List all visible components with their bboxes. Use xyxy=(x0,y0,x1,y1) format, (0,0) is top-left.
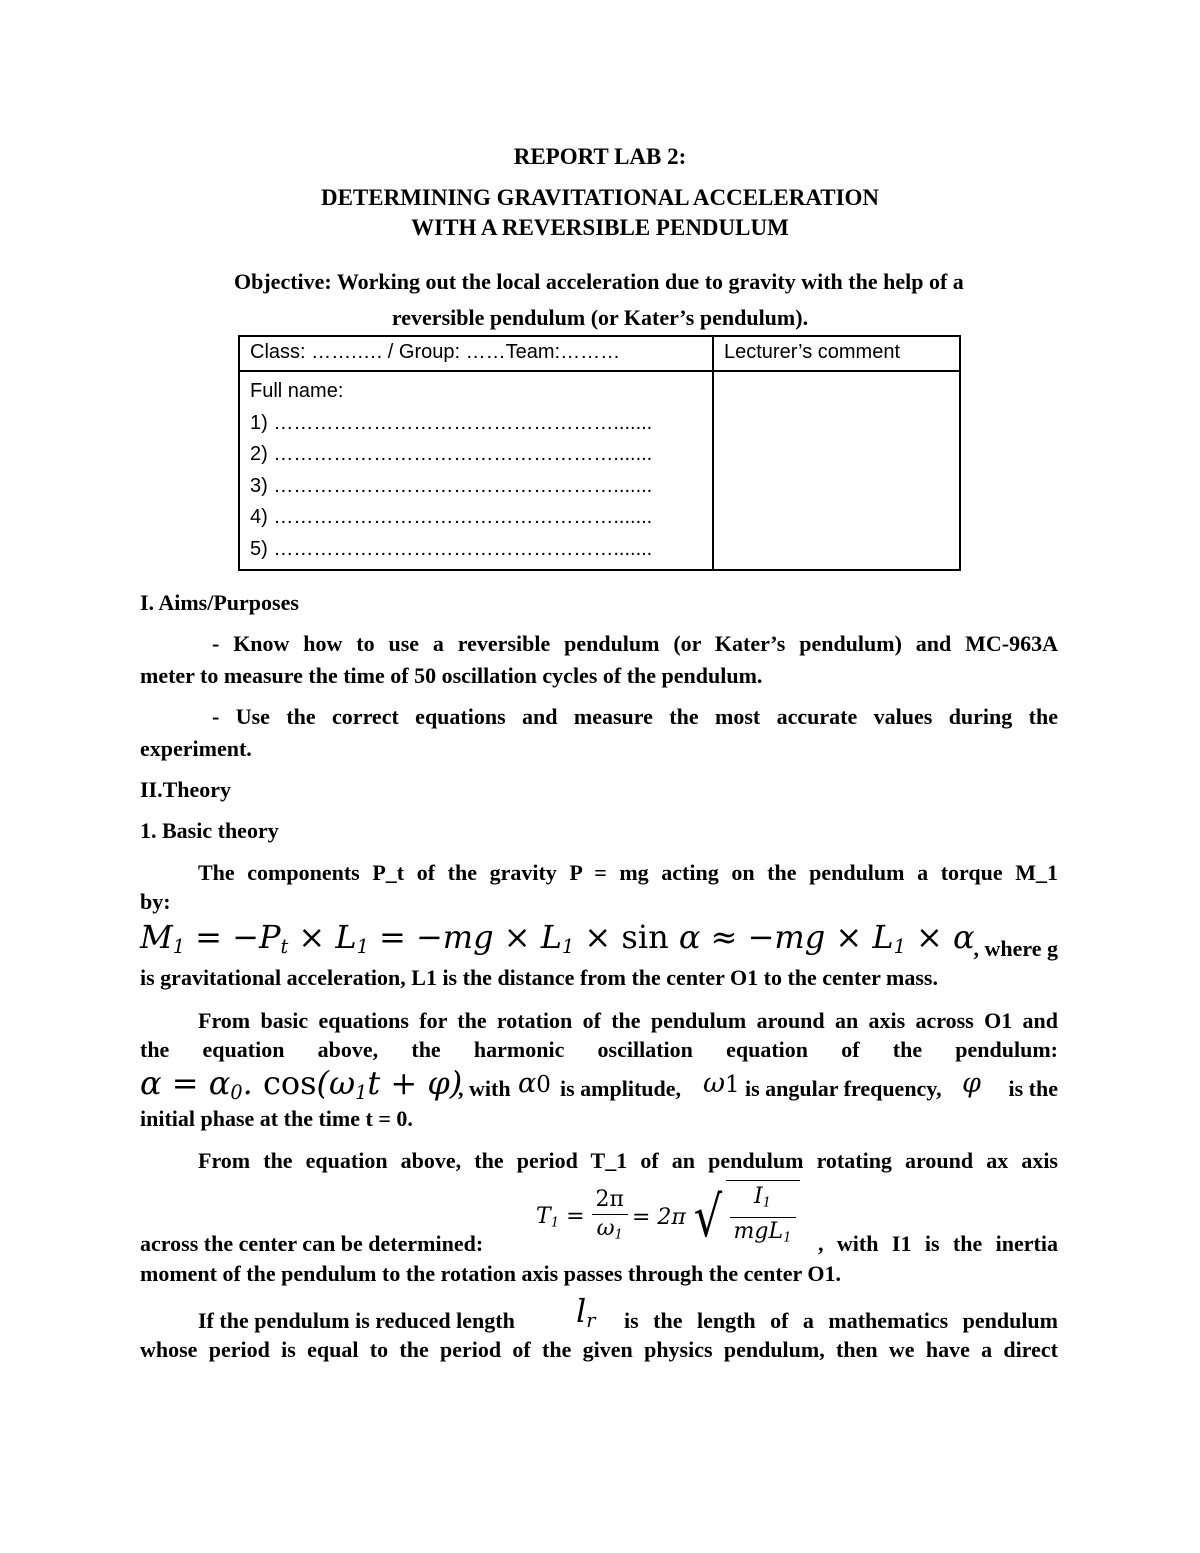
objective-text-1: Working out the local acceleration due to gravity with the help of a xyxy=(336,269,964,294)
lecturer-comment-cell[interactable] xyxy=(713,371,960,570)
member-line-3: 3) ……………………………………………....... xyxy=(250,474,653,497)
p4-line-2: whose period is equal to the period of the given physics pendulum, then we have a direct xyxy=(140,1337,1058,1362)
symbol-phi: φ xyxy=(962,1068,981,1099)
member-line-2: 2) ……………………………………………....... xyxy=(250,443,653,465)
section-1-heading: I. Aims/Purposes xyxy=(140,590,299,615)
symbol-omega1: ω1 xyxy=(703,1068,740,1099)
p2-line-4: initial phase at the time t = 0. xyxy=(140,1106,413,1131)
objective-label: Objective: xyxy=(234,269,332,294)
equation-period: $T_1$ = $\frac{2\pi}{\omega_1}$ = 2π √ $\frac{I_1}{mgL_1}$ xyxy=(536,1180,800,1250)
p2-phase: is the xyxy=(1008,1076,1058,1101)
member-line-4: 4) ……………………………………………....... xyxy=(250,506,653,528)
p2-line-2: the equation above, the harmonic oscillation equation of the pendulum: xyxy=(140,1037,1058,1062)
p3-line-2a: across the center can be determined: xyxy=(140,1231,484,1256)
aim-1-line-1: - Know how to use a reversible pendulum (or Kater’s pendulum) and MC-963A xyxy=(212,631,1058,656)
p4-line-1b: is the length of a mathematics pendulum xyxy=(624,1308,1058,1333)
section-2-heading: II.Theory xyxy=(140,777,232,802)
equation-oscillation-line xyxy=(140,1064,1058,1106)
objective-line-1 xyxy=(234,267,964,297)
equation-torque: $M_1 = -P_t \times L_1 = -mg \times L_1 \times \sin \alpha \approx -mg \times L_1 \times \alpha$ xyxy=(140,918,975,958)
p2-frequency: is angular frequency, xyxy=(745,1076,942,1101)
lecturer-comment-header xyxy=(713,336,960,371)
member-line-1: 1) ……………………………………………....... xyxy=(250,411,653,434)
report-title: REPORT LAB 2: xyxy=(513,144,687,169)
full-name-label: Full name: xyxy=(250,380,344,402)
aim-1-line-2: meter to measure the time of 50 oscillation cycles of the pendulum. xyxy=(140,663,763,688)
full-name-cell[interactable] xyxy=(239,371,713,570)
aim-2-line-2: experiment. xyxy=(140,736,252,761)
equation-oscillation: $\alpha = \alpha_0$. $\cos(\omega_1t + \varphi)$ xyxy=(140,1064,463,1104)
class-group-team-text: Class: …….…. / Group: ……Team:……… xyxy=(250,341,621,363)
p3-line-1: From the equation above, the period T_1 of an pendulum rotating around ax axis xyxy=(198,1148,1058,1173)
p2-with: , with xyxy=(458,1076,511,1101)
subsection-basic-theory: 1. Basic theory xyxy=(140,818,279,843)
p2-line-1: From basic equations for the rotation of the pendulum around an axis across O1 and xyxy=(198,1008,1058,1033)
objective-line-2: reversible pendulum (or Kater’s pendulum). xyxy=(391,305,809,330)
class-group-team-cell[interactable] xyxy=(239,336,713,371)
aim-2-line-1: - Use the correct equations and measure the most accurate values during the xyxy=(212,704,1058,729)
p3-line-3: moment of the pendulum to the rotation axis passes through the center O1. xyxy=(140,1261,841,1286)
p1-line-2: by: xyxy=(140,889,171,914)
title-line-1: DETERMINING GRAVITATIONAL ACCELERATION xyxy=(320,185,880,210)
info-table xyxy=(238,335,961,571)
p1-line-3: is gravitational acceleration, L1 is the distance from the center O1 to the center mass. xyxy=(140,965,938,990)
p1-line-1: The components P_t of the gravity P = mg acting on the pendulum a torque M_1 xyxy=(198,860,1058,885)
lecturer-comment-label: Lecturer’s comment xyxy=(724,341,900,363)
symbol-reduced-length: $l_r$ xyxy=(576,1292,596,1332)
p2-amplitude: is amplitude, xyxy=(560,1076,682,1101)
p4-line-1a: If the pendulum is reduced length xyxy=(198,1308,515,1333)
symbol-alpha0: α0 xyxy=(518,1068,551,1099)
equation-torque-line xyxy=(140,918,1058,964)
title-line-2: WITH A REVERSIBLE PENDULUM xyxy=(411,215,789,240)
p3-line-2b: , with I1 is the inertia xyxy=(818,1231,1058,1256)
member-line-5: 5) ……………………………………………....... xyxy=(250,537,653,560)
equation-torque-suffix: , where g xyxy=(973,936,1058,961)
